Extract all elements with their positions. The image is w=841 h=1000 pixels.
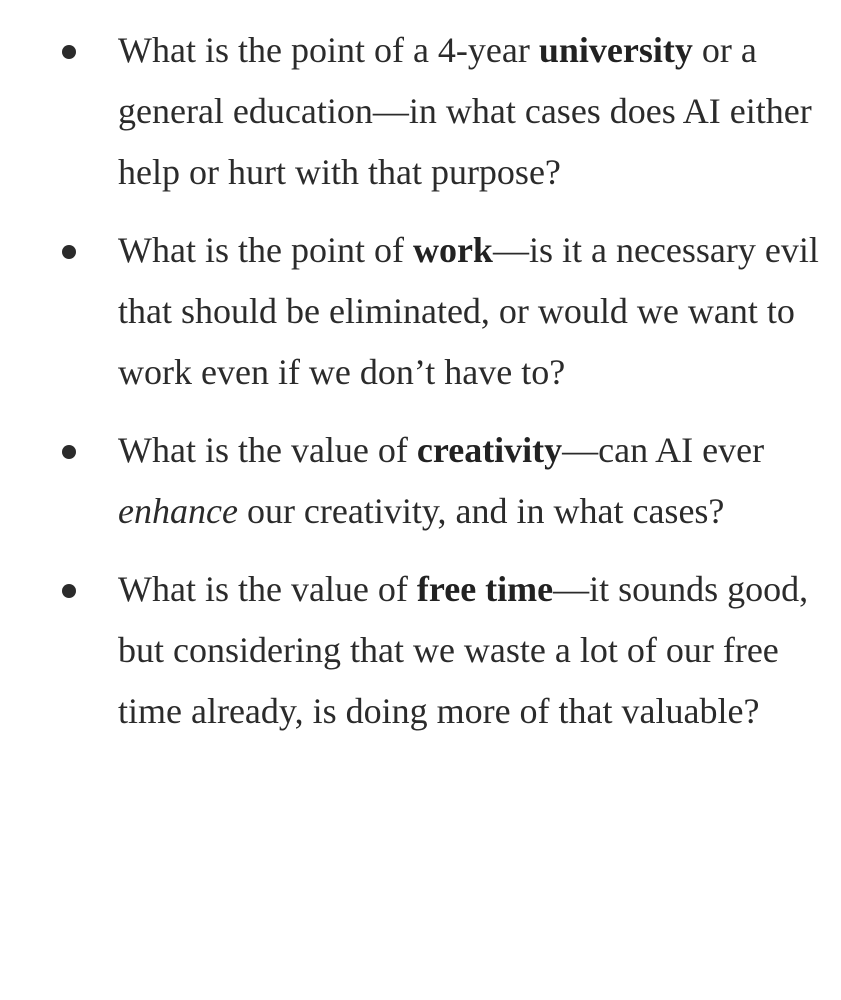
item-lead-text: What is the value of xyxy=(118,430,417,470)
item-lead-text: What is the value of xyxy=(118,569,417,609)
list-item-work xyxy=(0,220,841,403)
item-tail-text: our creativity, and in what cases? xyxy=(237,491,725,531)
item-keyword: work xyxy=(412,230,493,270)
bullet-icon xyxy=(62,445,76,459)
list-item-creativity xyxy=(0,420,841,542)
item-emphasis: enhance xyxy=(118,491,238,531)
item-text xyxy=(118,569,808,731)
item-mid-text: —can AI ever xyxy=(562,430,765,470)
bullet-icon xyxy=(62,45,76,59)
list-item-university xyxy=(0,20,841,203)
item-lead-text: What is the point of a 4-year xyxy=(118,30,539,70)
item-tail-text: —is it a necessary evil that should be eliminated, or would we want to work even if we don’t have to? xyxy=(118,230,819,392)
item-text xyxy=(118,230,819,392)
bullet-icon xyxy=(62,245,76,259)
item-keyword: university xyxy=(538,30,693,70)
list-item-free-time xyxy=(0,559,841,742)
item-keyword: creativity xyxy=(416,430,563,470)
item-text xyxy=(118,30,812,192)
item-lead-text: What is the point of xyxy=(118,230,413,270)
bullet-icon xyxy=(62,584,76,598)
item-tail-text: or a general education—in what cases does AI either help or hurt with that purpose? xyxy=(118,30,812,192)
question-list xyxy=(0,20,841,742)
item-text xyxy=(118,430,764,531)
item-tail-text: —it sounds good, but considering that we waste a lot of our free time already, is doing more of that valuable? xyxy=(118,569,809,731)
item-keyword: free time xyxy=(416,569,554,609)
